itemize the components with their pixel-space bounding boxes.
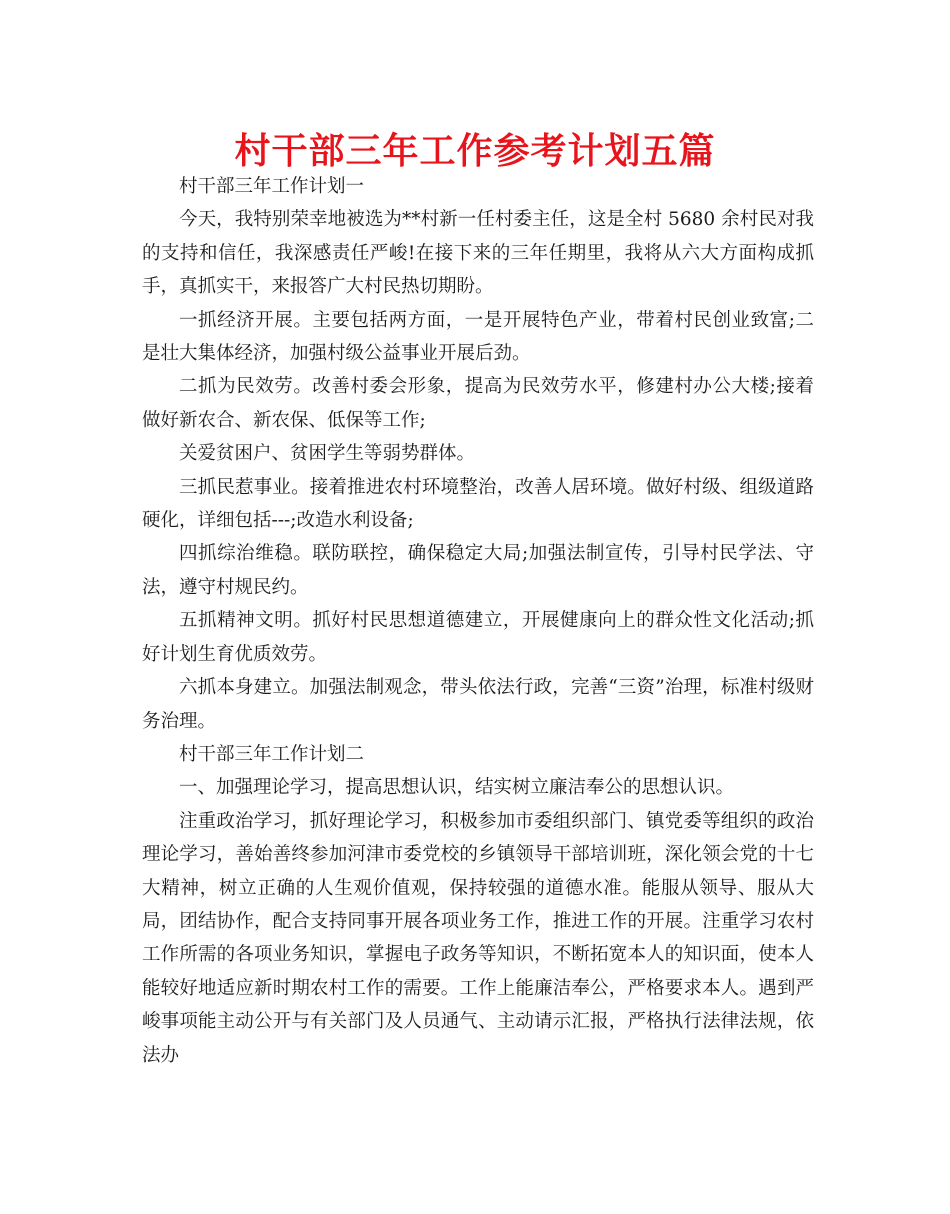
section-heading-plan-one: 村干部三年工作计划一 (179, 176, 365, 197)
paragraph-economy: 一抓经济开展。主要包括两方面，一是开展特色产业，带着村民创业致富;二是壮大集体经济，加强村级公益事业开展后劲。 (142, 309, 814, 365)
paragraph-civilization: 五抓精神文明。抓好村民思想道德建立，开展健康向上的群众性文化活动;抓好计划生育优质效劳。 (142, 610, 814, 665)
paragraph-self-building: 六抓本身建立。加强法制观念，带头依法行政，完善“三资”治理，标准村级财务治理。 (142, 677, 814, 732)
paragraph-stability: 四抓综治维稳。联防联控，确保稳定大局;加强法制宣传，引导村民学法、守法，遵守村规民约。 (142, 543, 814, 598)
document-body (142, 170, 814, 1072)
document-title: 村干部三年工作参考计划五篇 (234, 131, 716, 172)
paragraph-political-study: 注重政治学习，抓好理论学习，积极参加市委组织部门、镇党委等组织的政治理论学习，善始善终参加河津市委党校的乡镇领导干部培训班，深化领会党的十七大精神，树立正确的人生观价值观，保持较强的道德水准。能服从领导、服从大局，团结协作，配合支持同事开展各项业务工作，推进工作的开展。注重学习农村工作所需的各项业务知识，掌握电子政务等知识，不断拓宽本人的知识面，使本人能较好地适应新时期农村工作的需要。工作上能廉洁奉公，严格要求本人。遇到严峻事项能主动公开与有关部门及人员通气、主动请示汇报，严格执行法律法规，依法办 (142, 810, 814, 1066)
paragraph-intro: 今天，我特别荣幸地被选为**村新一任村委主任，这是全村 5680 余村民对我的支持和信任，我深感责任严峻!在接下来的三年任期里，我将从六大方面构成抓手，真抓实干，来报答广大村民热切期盼。 (142, 209, 814, 298)
paragraph-service: 二抓为民效劳。改善村委会形象，提高为民效劳水平，修建村办公大楼;接着做好新农合、新农保、低保等工作; (142, 376, 814, 431)
paragraph-theory-heading: 一、加强理论学习，提高思想认识，结实树立廉洁奉公的思想认识。 (179, 777, 735, 799)
section-heading-plan-two: 村干部三年工作计划二 (179, 743, 365, 765)
paragraph-care: 关爱贫困户、贫困学生等弱势群体。 (179, 443, 476, 465)
paragraph-livelihood: 三抓民惹事业。接着推进农村环境整治，改善人居环境。做好村级、组级道路硬化，详细包括---;改造水利设备; (142, 476, 814, 532)
